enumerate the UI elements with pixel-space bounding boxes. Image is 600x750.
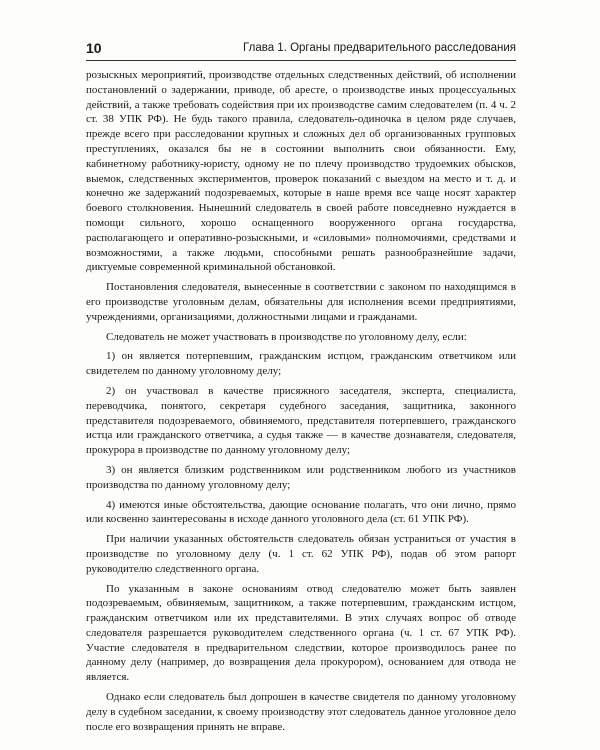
paragraph: При наличии указанных обстоятельств следователь обязан устраниться от участия в производстве по уголовному делу (ч. 1 ст. 62 УПК РФ), подав об этом рапорт руководителю следственного органа. [86,533,516,575]
paragraph: Постановления следователя, вынесенные в соответствии с законом по находящимся в его производстве уголовным делам, обязательны для исполнения всеми предприятиями, учреждениями, организациями, должностными лицами и гражданами. [86,281,516,323]
paragraph: По указанным в законе основаниям отвод следователю может быть заявлен подозреваемым, обвиняемым, защитником, а также потерпевшим, гражданским истцом, гражданским ответчиком или их представителями. В этих случаях вопрос об отводе следователя разрешается руководителем следственного органа (ч. 1 ст. 67 УПК РФ). Участие следователя в предварительном следствии, которое производилось ранее по данному делу (например, до возвращения дела прокурором), основанием для отвода не является. [86,582,516,684]
running-header [86,38,516,61]
paragraph: Однако если следователь был допрошен в качестве свидетеля по данному уголовному делу в судебном заседании, к своему производству этот следователь данное уголовное дело после его возвращения принять не вправе. [86,691,516,733]
list-item: 2) он участвовал в качестве присяжного заседателя, эксперта, специалиста, переводчика, понятого, секретаря судебного заседания, защитника, законного представителя подозреваемого, обвиняемого, представителя потерпевшего, гражданского истца или гражданского ответчика, а судья также — в качестве дознавателя, следователя, прокурора в производстве по данному уголовному делу; [86,384,516,457]
paragraph: розыскных мероприятий, производстве отдельных следственных действий, об исполнении постановлений о задержании, приводе, об аресте, о производстве иных процессуальных действий, а также требовать содействия при их производстве самим следователем (п. 4 ч. 2 ст. 38 УПК РФ). Не будь такого правила, следователь-одиночка в целом ряде случаев, прежде всего при расследовании крупных и сложных дел об организованных групповых преступлениях, оказался бы не в состоянии выполнить свои обязанности. Ему, кабинетному работнику-юристу, одному не по плечу производство трудоемких обысков, выемок, следственных экспериментов, проверок показаний с выездом на место и т. д. и конечно же задержаний подозреваемых, которые в наше время все чаще носят характер боевого столкновения. Нынешний следователь в своей работе повседневно нуждается в помощи сильного, хорошо оснащенного вооруженного органа государства, располагающего и оперативно-розыскными, и «силовыми» полномочиями, средствами и возможностями, а также людьми, способными решать разнообразнейшие задачи, диктуемые современной криминальной обстановкой. [86,69,516,274]
chapter-title: Глава 1. Органы предварительного расследования [243,42,516,54]
page-number: 10 [86,40,102,56]
list-item: 1) он является потерпевшим, гражданским истцом, гражданским ответчиком или свидетелем по данному уголовному делу; [86,350,516,378]
body-text [86,68,516,739]
paragraph: Следователь не может участвовать в производстве по уголовному делу, если: [106,330,467,343]
list-item: 3) он является близким родственником или родственником любого из участников производства по данному уголовному делу; [86,463,516,491]
list-item: 4) имеются иные обстоятельства, дающие основание полагать, что они лично, прямо или косвенно заинтересованы в исходе данного уголовного дела (ст. 61 УПК РФ). [86,498,516,526]
